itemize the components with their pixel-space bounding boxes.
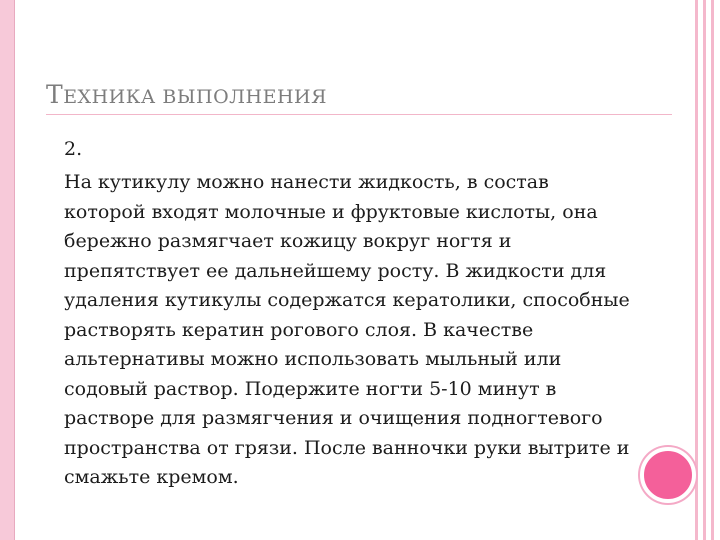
title-underline <box>46 114 672 115</box>
decorative-pink-circle <box>640 447 696 503</box>
step-number: 2. <box>64 138 83 160</box>
right-frame-line <box>703 0 706 540</box>
right-frame <box>696 0 720 540</box>
right-frame-line <box>695 0 698 540</box>
left-frame-bar <box>0 0 15 540</box>
body-text: На кутикулу можно нанести жидкость, в состав которой входят молочные и фруктовые кислоты, она бережно размягчает кожицу вокруг ногтя и препятствует ее дальнейшему росту. В жидкости для удаления кутикулы содержатся кератолики, способные растворять кератин рогового слоя. В качестве альтернативы можно использовать мыльный или содовый раствор. Подержите ногти 5-10 минут в растворе для размягчения и очищения подногтевого пространства от грязи. После ванночки руки вытрите и смажьте кремом. <box>64 171 630 488</box>
slide-title-initial: Т <box>46 80 64 109</box>
right-frame-line <box>711 0 714 540</box>
slide-title <box>46 80 327 112</box>
slide-title-rest: ЕХНИКА ВЫПОЛНЕНИЯ <box>63 86 327 108</box>
